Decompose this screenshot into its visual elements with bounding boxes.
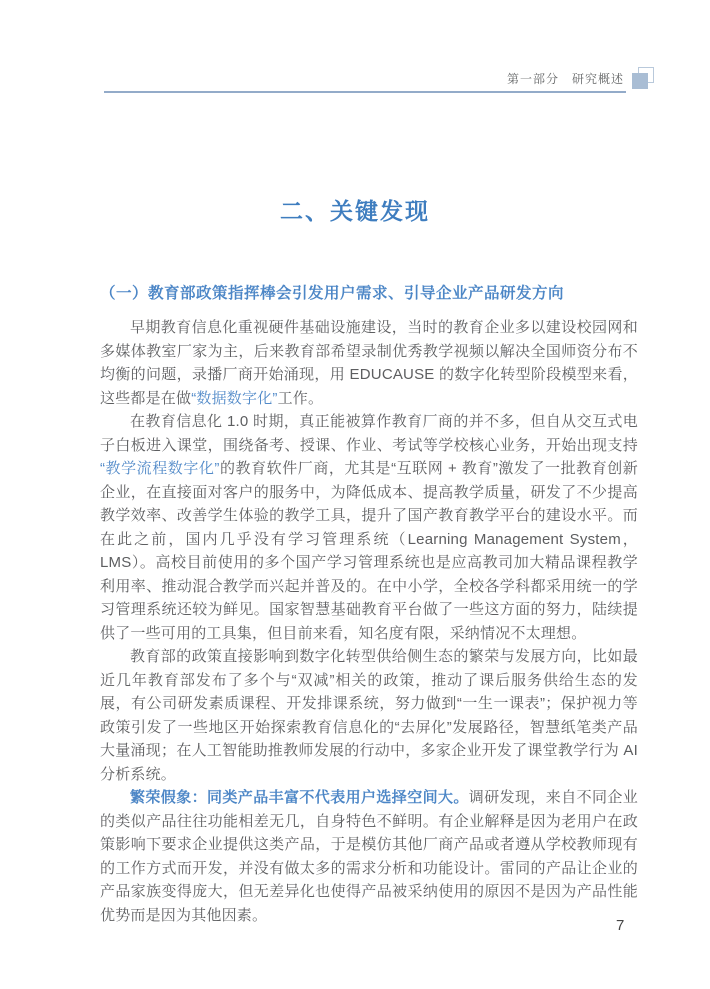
layered-squares-icon [632,67,654,89]
paragraph-4 [100,786,638,927]
square-fill-shape [632,73,648,89]
paragraph-4-text: 调研发现，来自不同企业的类似产品往往功能相差无几，自身特色不鲜明。有企业解释是因为老用户在政策影响下要求企业提供这类产品，于是模仿其他厂商产品或者遵从学校教师现有的工作方式而开发，并没有做太多的需求分析和功能设计。雷同的产品让企业的产品家族变得庞大，但无差异化也使得产品被采纳使用的原因不是因为产品性能优势而是因为其他因素。 [100,789,638,924]
header-section-label: 第一部分 研究概述 [506,71,624,86]
paragraph-1-text: 早期教育信息化重视硬件基础设施建设，当时的教育企业多以建设校园网和多媒体教室厂家为主，后来教育部希望录制优秀教学视频以解决全国师资分布不均衡的问题，录播厂商开始涌现，用 EDUCAUSE 的数字化转型阶段模型来看，这些都是在做 [100,319,638,407]
paragraph-1-highlight: “数据数字化” [191,389,278,407]
header-divider-rule [104,91,626,93]
paragraph-2-highlight: “教学流程数字化” [100,460,220,477]
section-heading: （一）教育部政策指挥棒会引发用户需求、引导企业产品研发方向 [100,285,565,302]
body-content [100,281,638,927]
paragraph-3 [100,645,638,786]
page-number: 7 [616,917,625,934]
paragraph-2 [100,410,638,645]
paragraph-1 [100,316,638,410]
paragraph-4-lead: 繁荣假象：同类产品丰富不代表用户选择空间大。 [130,789,469,806]
paragraph-3-text: 教育部的政策直接影响到数字化转型供给侧生态的繁荣与发展方向，比如最近几年教育部发布了多个与“双减”相关的政策，推动了课后服务供给生态的发展，有公司研发素质课程、开发排课系统，努力做到“一生一课表”；保护视力等政策引发了一些地区开始探索教育信息化的“去屏化”发展路径，智慧纸笔类产品大量涌现；在人工智能助推教师发展的行动中，多家企业开发了课堂教学行为 AI 分析系统。 [100,648,638,783]
paragraph-2-text: 在教育信息化 1.0 时期，真正能被算作教育厂商的并不多，但自从交互式电子白板进入课堂，围绕备考、授课、作业、考试等学校核心业务，开始出现支持 [100,413,638,454]
running-header [104,66,654,90]
paragraph-2-text-end: 的教育软件厂商，尤其是“互联网 + 教育”激发了一批教育创新企业，在直接面对客户的服务中，为降低成本、提高教学质量，研发了不少提高教学效率、改善学生体验的教学工具，提升了国产教育教学平台的建设水平。而在此之前，国内几乎没有学习管理系统（Learning Management System，LMS）。高校目前使用的多个国产学习管理系统也是应高教司加大精品课程教学利用率、推动混合教学而兴起并普及的。在中小学，全校各学科都采用统一的学习管理系统还较为鲜见。国家智慧基础教育平台做了一些这方面的努力，陆续提供了一些可用的工具集，但目前来看，知名度有限，采纳情况不太理想。 [100,460,639,642]
chapter-title: 二、关键发现 [280,198,430,224]
paragraph-1-text-end: 工作。 [277,389,324,407]
